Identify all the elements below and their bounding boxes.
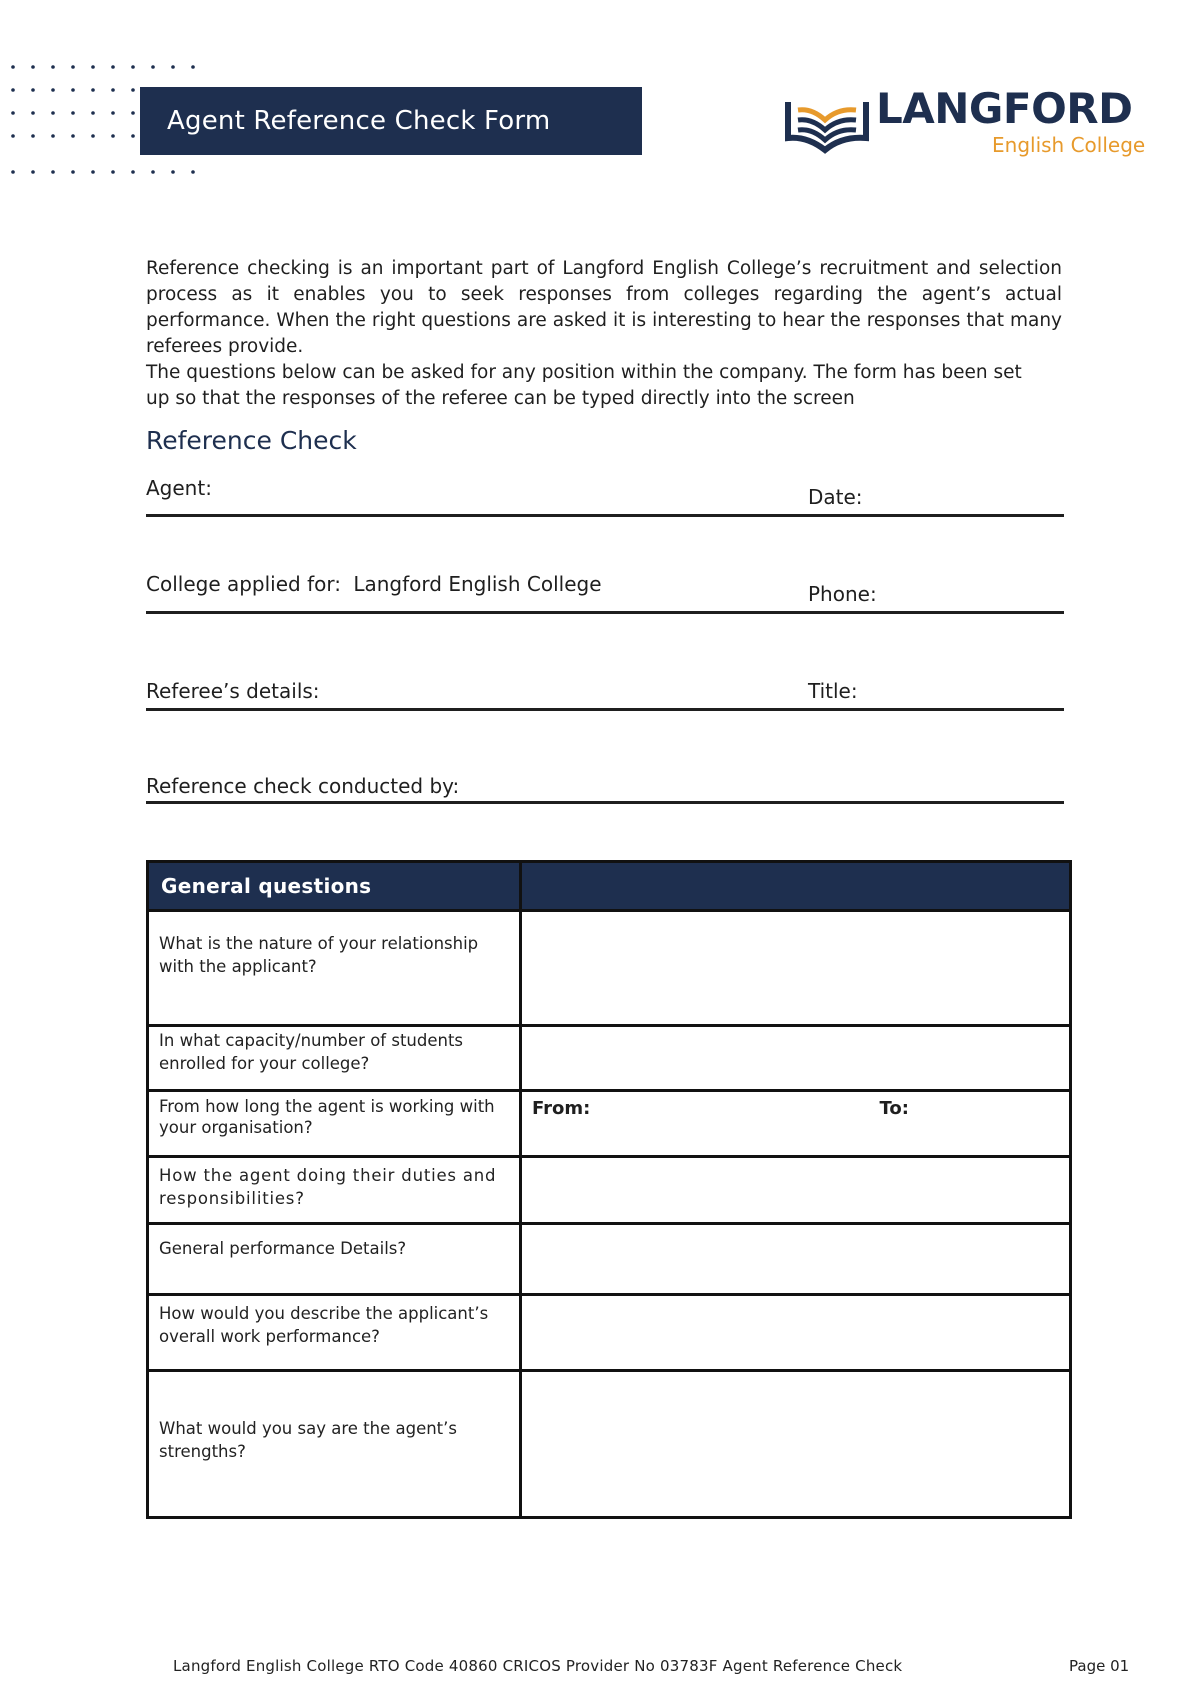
table-row	[148, 1224, 1071, 1295]
answer-cell[interactable]	[521, 1224, 1071, 1295]
title-label: Title:	[808, 679, 858, 703]
form-title-bar	[140, 87, 642, 155]
answer-cell[interactable]	[521, 1295, 1071, 1371]
conducted-by-label: Reference check conducted by:	[146, 774, 460, 798]
answer-cell[interactable]	[521, 1157, 1071, 1224]
page-number: Page 01	[1069, 1657, 1130, 1675]
question-cell: How the agent doing their duties and responsibilities?	[148, 1157, 521, 1224]
answer-cell-date-range[interactable]	[521, 1091, 1071, 1157]
general-questions-table	[146, 860, 1072, 1519]
to-label: To:	[879, 1098, 909, 1119]
date-label: Date:	[808, 485, 863, 509]
college-label-text: College applied for:	[146, 572, 341, 596]
question-cell: What is the nature of your relationship with the applicant?	[148, 911, 521, 1026]
table-row	[148, 1371, 1071, 1518]
referee-label: Referee’s details:	[146, 679, 320, 703]
question-cell: In what capacity/number of students enrolled for your college?	[148, 1026, 521, 1091]
referee-title-field[interactable]	[146, 708, 1064, 711]
question-cell: From how long the agent is working with your organisation?	[148, 1091, 521, 1157]
open-book-icon	[782, 94, 872, 164]
agent-date-field[interactable]	[146, 514, 1064, 517]
college-phone-field[interactable]	[146, 611, 1064, 614]
phone-label: Phone:	[808, 582, 877, 606]
agent-label: Agent:	[146, 476, 212, 500]
footer-text: Langford English College RTO Code 40860 CRICOS Provider No 03783F Agent Reference Check	[173, 1657, 903, 1675]
answer-cell[interactable]	[521, 1026, 1071, 1091]
reference-check-heading: Reference Check	[146, 426, 357, 455]
answer-cell[interactable]	[521, 911, 1071, 1026]
from-label: From:	[532, 1098, 591, 1119]
question-cell: General performance Details?	[148, 1224, 521, 1295]
table-row	[148, 1295, 1071, 1371]
table-header-questions: General questions	[148, 862, 521, 911]
intro-paragraph-1: Reference checking is an important part of Langford English College’s recruitment and selection process as it enables you to seek responses from colleges regarding the agent’s actual performance. When the right questions are asked it is interesting to hear the responses that many referees provide.	[146, 258, 1062, 357]
college-label	[146, 572, 602, 596]
intro-paragraph-2: The questions below can be asked for any position within the company. The form has been set up so that the responses of the referee can be typed directly into the screen	[146, 362, 1022, 409]
answer-cell[interactable]	[521, 1371, 1071, 1518]
intro-text	[146, 256, 1062, 412]
form-title: Agent Reference Check Form	[167, 106, 551, 136]
question-cell: How would you describe the applicant’s overall work performance?	[148, 1295, 521, 1371]
table-row	[148, 1026, 1071, 1091]
question-cell: What would you say are the agent’s strengths?	[148, 1371, 521, 1518]
table-row	[148, 911, 1071, 1026]
college-value: Langford English College	[353, 572, 602, 596]
table-header-answers	[521, 862, 1071, 911]
conducted-by-field[interactable]	[146, 801, 1064, 804]
logo-name: LANGFORD	[876, 84, 1133, 133]
logo-subtitle: English College	[992, 133, 1146, 157]
table-header-row	[148, 862, 1071, 911]
college-logo	[782, 84, 1152, 168]
table-row	[148, 1157, 1071, 1224]
table-row	[148, 1091, 1071, 1157]
